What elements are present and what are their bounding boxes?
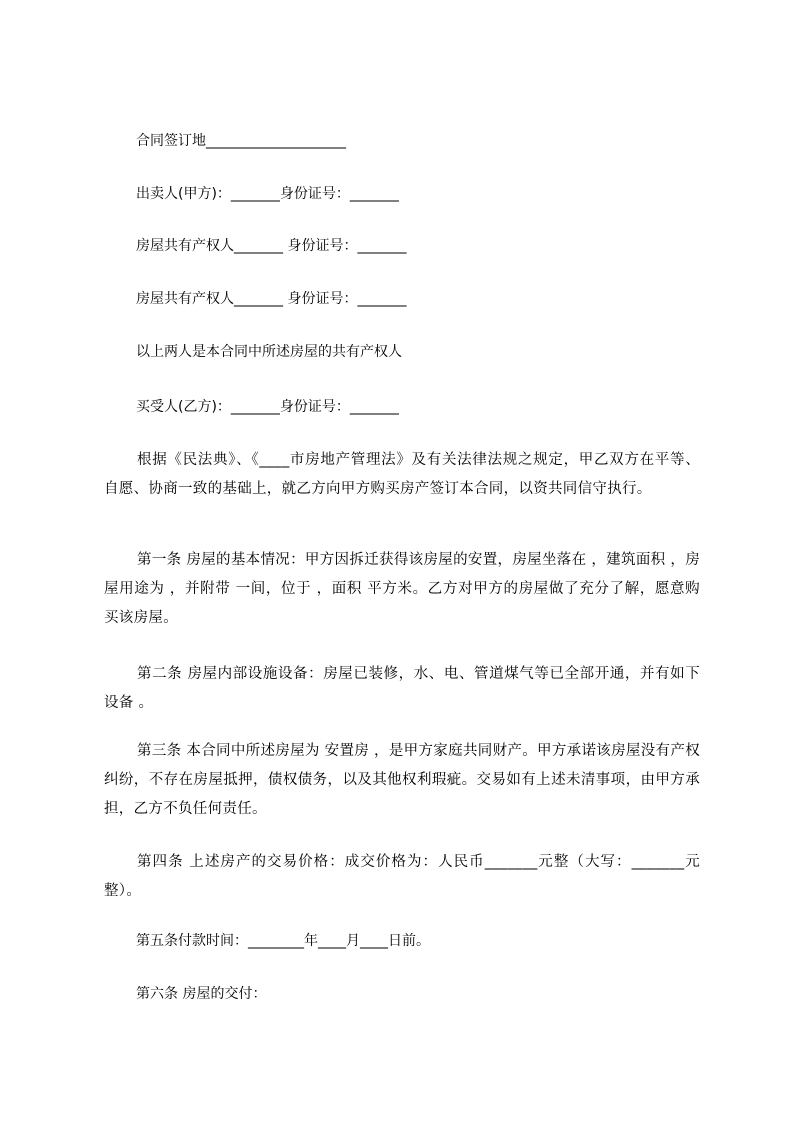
article-1-paragraph: 第一条 房屋的基本情况：甲方因拆迁获得该房屋的安置，房屋坐落在 ，建筑面积 ，房屋用途为 ，并附带 一间，位于 ，面积 平方米。乙方对甲方的房屋做了充分了解，愿意购买该房屋。	[104, 552, 700, 626]
buyer-line: 买受人(乙方)：_______身份证号：_______	[136, 399, 399, 415]
co-owner-line-1: 房屋共有产权人_______ 身份证号：_______	[136, 238, 407, 254]
preamble-paragraph: 根据《民法典》、《____市房地产管理法》及有关法律法规之规定，甲乙双方在平等、自愿、协商一致的基础上，就乙方向甲方购买房产签订本合同，以资共同信守执行。	[104, 452, 700, 497]
article-2-paragraph: 第二条 房屋内部设施设备：房屋已装修，水、电、管道煤气等已全部开通，并有如下设备 。	[104, 666, 700, 711]
contract-signing-place: 合同签订地____________________	[136, 133, 346, 149]
co-owner-line-2: 房屋共有产权人_______ 身份证号：_______	[136, 291, 407, 307]
co-owner-statement: 以上两人是本合同中所述房屋的共有产权人	[136, 344, 402, 360]
article-6-heading: 第六条 房屋的交付：	[136, 986, 267, 1002]
article-5-line: 第五条付款时间：________年____月____日前。	[136, 933, 430, 949]
seller-line: 出卖人(甲方)：_______身份证号：_______	[136, 186, 399, 202]
article-3-paragraph: 第三条 本合同中所述房屋为 安置房 ，是甲方家庭共同财产。甲方承诺该房屋没有产权纠纷，不存在房屋抵押，债权债务，以及其他权利瑕疵。交易如有上述未清事项，由甲方承担，乙方不负任何责任。	[104, 743, 700, 817]
article-4-paragraph: 第四条 上述房产的交易价格：成交价格为：人民币_______元整（大写：_______元整）。	[104, 854, 700, 899]
